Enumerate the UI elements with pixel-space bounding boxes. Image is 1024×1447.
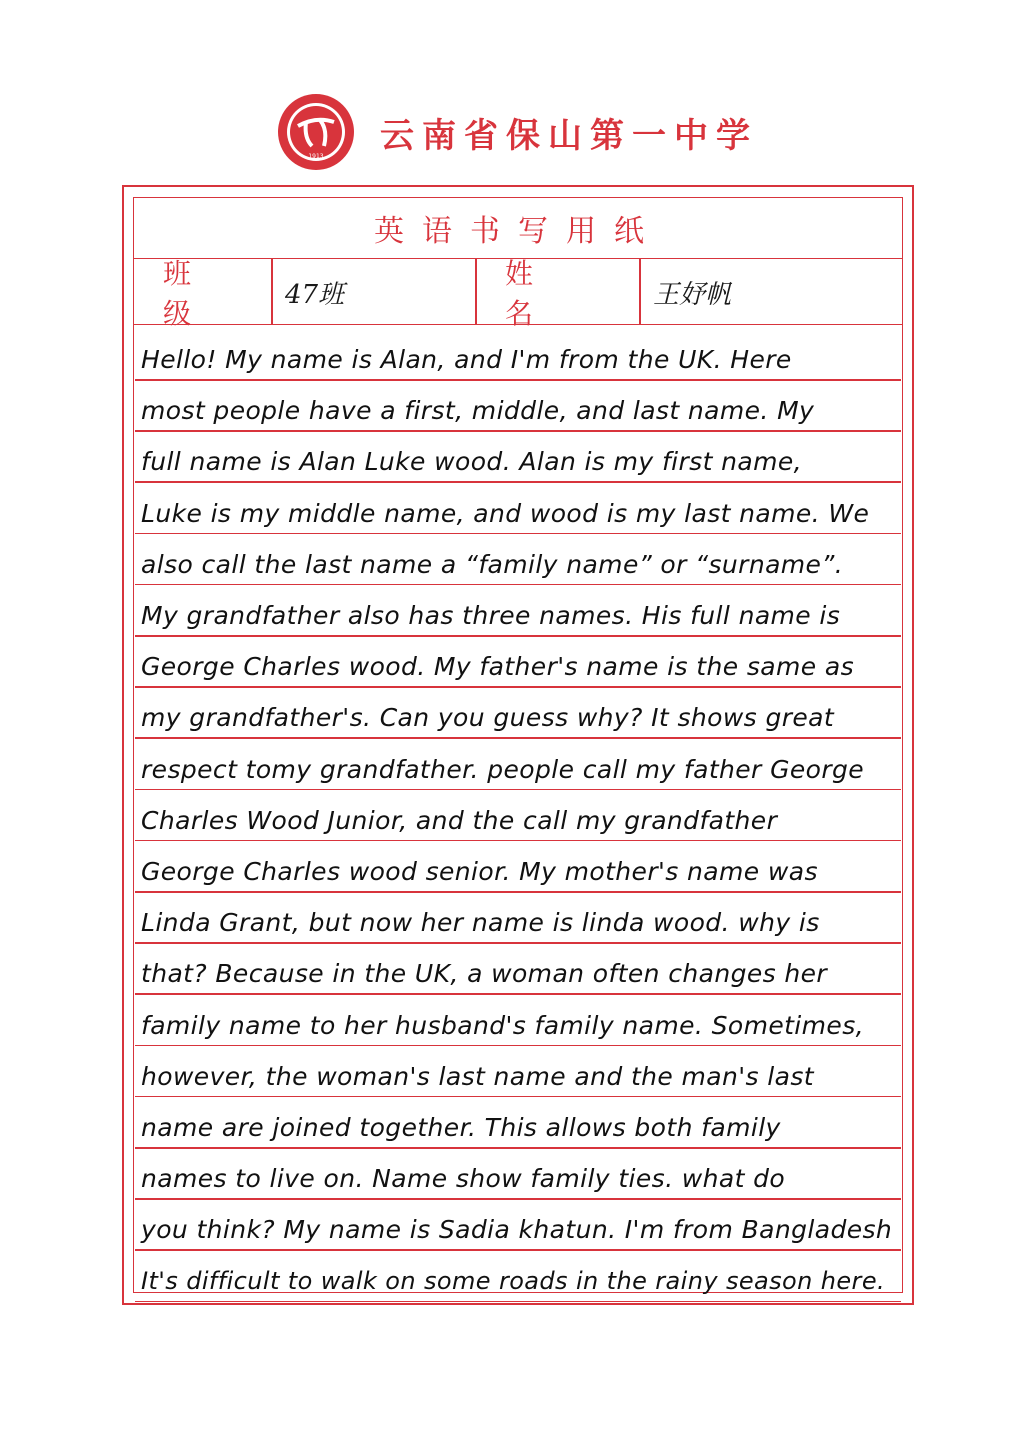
ruled-line bbox=[135, 584, 901, 586]
essay-line: you think? My name is Sadia khatun. I'm from Bangladesh bbox=[141, 1215, 893, 1245]
ruled-line bbox=[135, 993, 901, 995]
seal-year: 1913 bbox=[308, 153, 324, 160]
essay-line: Charles Wood Junior, and the call my grandfather bbox=[141, 805, 778, 835]
essay-line: respect tomy grandfather. people call my father George bbox=[141, 754, 865, 784]
essay-line: Linda Grant, but now her name is linda wood. why is bbox=[141, 908, 820, 938]
essay-line: My grandfather also has three names. His full name is bbox=[141, 601, 841, 630]
essay-line: my grandfather's. Can you guess why? It shows great bbox=[141, 703, 835, 733]
ruled-line bbox=[135, 737, 901, 739]
ruled-line bbox=[135, 1096, 901, 1098]
name-label: 姓 名 bbox=[505, 257, 564, 330]
essay-line: George Charles wood senior. My mother's name was bbox=[141, 857, 818, 886]
class-value: 47班 bbox=[285, 279, 345, 310]
essay-line: It's difficult to walk on some roads in the rainy season here. bbox=[141, 1266, 886, 1295]
essay-line: that? Because in the UK, a woman often changes her bbox=[141, 959, 828, 989]
ruled-line bbox=[135, 635, 901, 637]
class-label: 班 级 bbox=[163, 257, 222, 330]
essay-line: Hello! My name is Alan, and I'm from the UK. Here bbox=[141, 345, 792, 374]
name-value: 王妤帆 bbox=[653, 279, 732, 310]
ruled-line bbox=[135, 1301, 901, 1303]
essay-line: Luke is my middle name, and wood is my last name. We bbox=[141, 498, 870, 528]
essay-line: George Charles wood. My father's name is the same as bbox=[141, 652, 855, 682]
essay-line: full name is Alan Luke wood. Alan is my first name, bbox=[141, 447, 803, 477]
ruled-line bbox=[135, 430, 901, 432]
ruled-line bbox=[135, 1198, 901, 1200]
info-divider bbox=[271, 259, 273, 325]
ruled-line bbox=[135, 942, 901, 944]
paper-title: 英语书写用纸 bbox=[133, 197, 903, 259]
ruled-line bbox=[135, 840, 901, 842]
school-seal-logo bbox=[276, 92, 356, 172]
info-divider bbox=[639, 259, 641, 325]
ruled-line bbox=[135, 481, 901, 483]
school-name: 云南省保山第一中学 bbox=[380, 116, 758, 156]
ruled-line bbox=[135, 891, 901, 893]
ruled-line bbox=[135, 686, 901, 688]
ruled-line bbox=[135, 1045, 901, 1047]
ruled-line bbox=[135, 789, 901, 791]
ruled-line bbox=[135, 1147, 901, 1149]
ruled-line bbox=[135, 533, 901, 535]
school-header bbox=[276, 92, 756, 172]
essay-line: most people have a first, middle, and last name. My bbox=[141, 396, 815, 426]
essay-line: however, the woman's last name and the man's last bbox=[141, 1061, 814, 1091]
ruled-line bbox=[135, 379, 901, 381]
essay-line: family name to her husband's family name. Sometimes, bbox=[141, 1010, 864, 1040]
student-info-row bbox=[133, 257, 903, 330]
info-divider bbox=[475, 259, 477, 325]
ruled-line bbox=[135, 1249, 901, 1251]
essay-line: name are joined together. This allows both family bbox=[141, 1113, 781, 1142]
writing-area bbox=[135, 325, 901, 1295]
essay-line: also call the last name a “family name” or “surname”. bbox=[141, 549, 844, 579]
essay-line: names to live on. Name show family ties. what do bbox=[141, 1164, 786, 1194]
